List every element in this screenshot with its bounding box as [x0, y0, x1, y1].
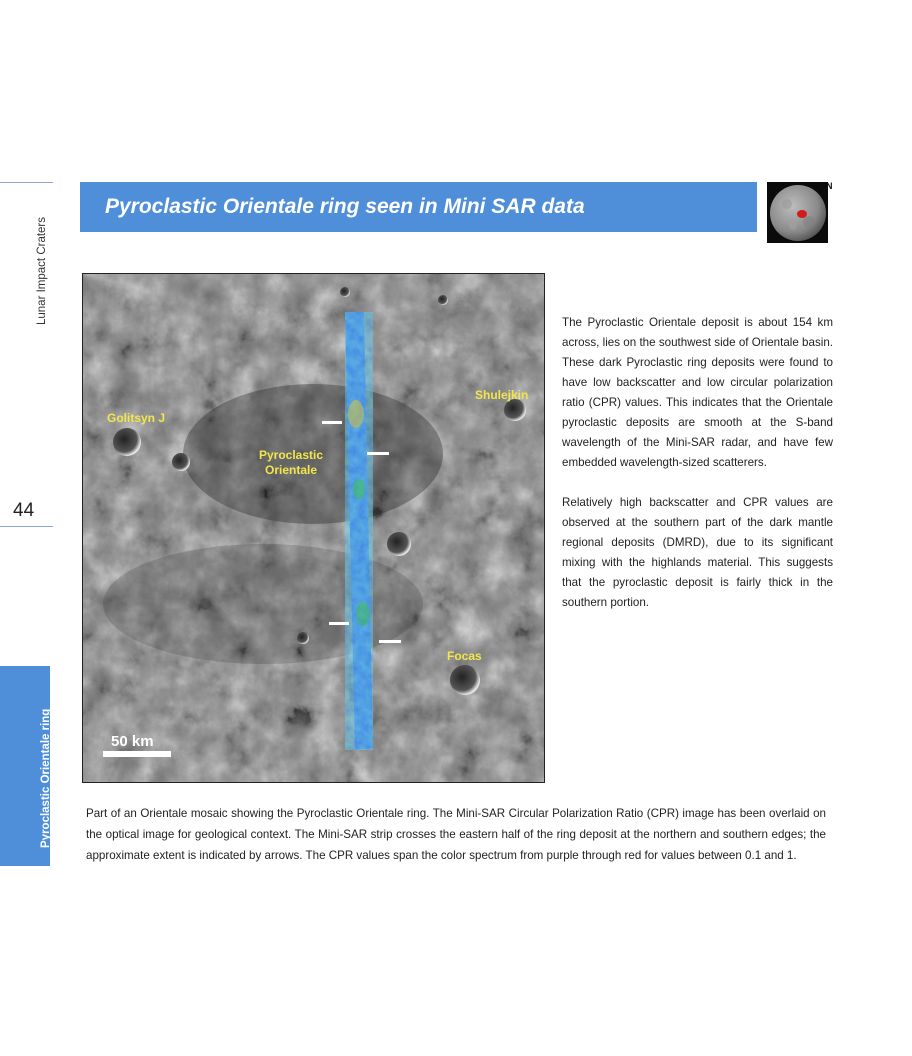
mosaic-image — [83, 274, 545, 783]
scale-bar — [103, 751, 171, 757]
figure-caption: Part of an Orientale mosaic showing the Pyroclastic Orientale ring. The Mini-SAR Circular Polarization Ratio (CPR) image has been overlaid on the optical image for geological context. The Mini-SAR strip crosses the eastern half of the ring deposit at the northern and southern edges; the approximate extent is indicated by arrows. The CPR values span the color spectrum from purple through red for values between 0.1 and 1. — [86, 807, 826, 862]
northeast-arrow-icon — [367, 452, 389, 455]
description — [562, 313, 833, 633]
label-shulejkin: Shulejkin — [475, 388, 529, 402]
title-banner — [80, 182, 757, 232]
description-paragraph-1: The Pyroclastic Orientale deposit is about 154 km across, lies on the southwest side of Orientale basin. These dark Pyroclastic ring deposits were found to have low backscatter and low circular polarization ratio (CPR) values. This indicates that the Orientale pyroclastic deposits are smooth at the S-band wavelength of the Mini-SAR radar, and have few embedded wavelength-sized scatterers. — [562, 316, 833, 469]
moon-globe-icon — [767, 182, 828, 243]
sidebar-top-rule — [0, 182, 53, 183]
northwest-arrow-icon — [322, 421, 342, 424]
moon-locator-map — [767, 182, 828, 243]
southeast-arrow-icon — [379, 640, 401, 643]
location-marker-icon — [797, 210, 807, 218]
page-title: Pyroclastic Orientale ring seen in Mini SAR data — [105, 195, 585, 218]
southwest-arrow-icon — [329, 622, 349, 625]
label-golitsyn: Golitsyn J — [107, 411, 166, 425]
sidebar-page-rule — [0, 526, 53, 527]
section-title: Lunar Impact Craters — [36, 216, 48, 325]
shulejkin-crater — [504, 399, 526, 421]
page-number: 44 — [13, 500, 35, 521]
label-pyroclastic: Pyroclastic — [258, 448, 324, 462]
label-orientale: Orientale — [264, 463, 318, 477]
chapter-tab-label: Pyroclastic Orientale ring — [40, 708, 52, 848]
label-focas: Focas — [447, 649, 482, 663]
description-paragraph-2: Relatively high backscatter and CPR values are observed at the southern part of the dark mantle regional deposits (DMRD), due to its significant mixing with the highlands material. This suggests that the pyroclastic deposit is fairly thick in the southern portion. — [562, 496, 833, 609]
orientale-mosaic-figure — [82, 273, 545, 783]
scale-bar-label: 50 km — [111, 733, 154, 750]
north-indicator: N — [826, 181, 833, 191]
focas-crater — [450, 665, 480, 695]
golitsyn-crater — [113, 428, 141, 456]
